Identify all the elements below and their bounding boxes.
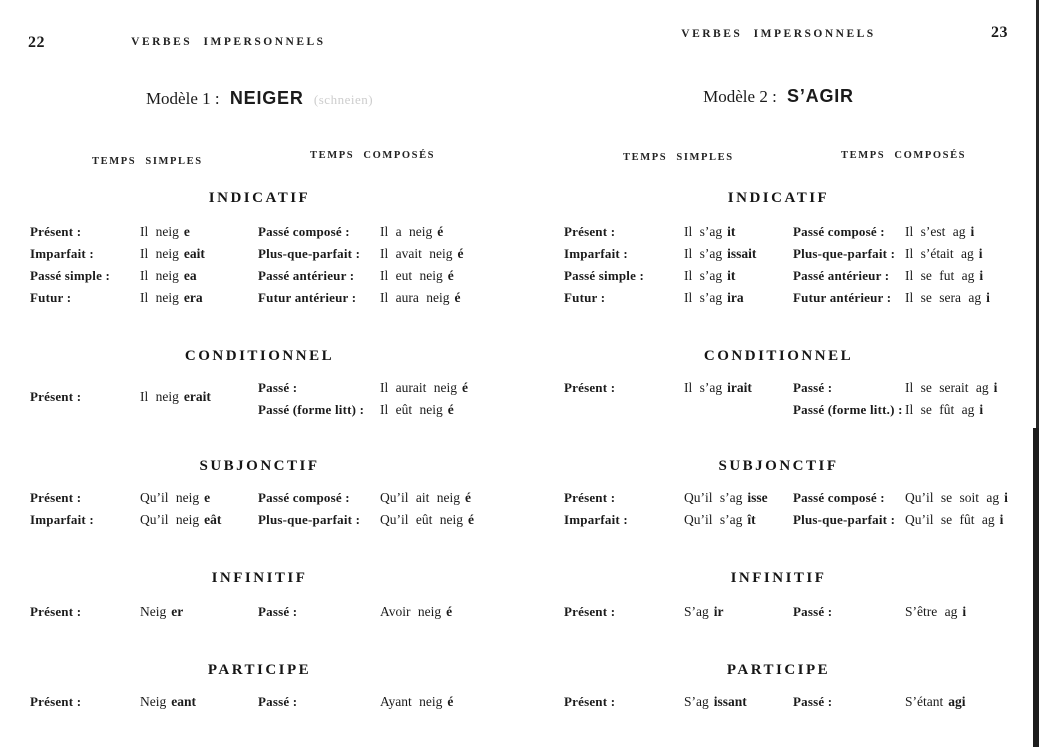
simple-rows — [30, 221, 230, 309]
verb-stem: Il aura neig — [380, 290, 450, 305]
simple-rows — [564, 221, 757, 309]
tense-label: Plus-que-parfait : — [258, 246, 361, 261]
tense-label: Imparfait : — [30, 512, 94, 527]
indicatif-compose-column — [749, 221, 1038, 309]
verb-form — [380, 246, 463, 261]
conjugation-row — [30, 691, 230, 713]
conditionnel-compose-column — [749, 377, 1038, 421]
section-body-indicatif — [0, 221, 519, 309]
conjugation-row — [564, 691, 749, 713]
verb-ending: i — [979, 402, 984, 417]
conditionnel-simple-column — [519, 377, 752, 421]
verb-ending: é — [446, 604, 453, 619]
left-page — [0, 0, 519, 747]
tense-label: Passé composé : — [258, 490, 350, 505]
verb-stem: Il eut neig — [380, 268, 443, 283]
page-number: 22 — [28, 34, 45, 51]
tense-label: Plus-que-parfait : — [793, 246, 896, 261]
tense-label: Futur : — [30, 290, 72, 305]
section-conditionnel — [0, 347, 519, 421]
verb-ending: erait — [183, 389, 211, 404]
simple-rows — [30, 487, 230, 531]
verb-form — [140, 389, 211, 404]
tense-label: Imparfait : — [564, 512, 628, 527]
tense-label: Présent : — [30, 694, 82, 709]
conjugation-sections — [519, 183, 1038, 713]
verb-stem: Il s’était ag — [905, 246, 974, 261]
verb-ending: isse — [747, 490, 768, 505]
verb-form — [905, 490, 1008, 505]
subjonctif-compose-column — [230, 487, 519, 531]
running-head: VERBES IMPERSONNELS — [131, 36, 326, 48]
conjugation-row — [564, 221, 749, 243]
conjugation-row — [258, 509, 519, 531]
verb-stem: Qu’il neig — [140, 490, 200, 505]
conjugation-row — [30, 287, 230, 309]
section-body-conditionnel — [0, 377, 519, 421]
verb-stem: Il a neig — [380, 224, 433, 239]
verb-stem: Il neig — [140, 290, 179, 305]
compose-rows — [258, 691, 519, 713]
indicatif-simple-column — [0, 221, 230, 309]
tense-label: Présent : — [30, 604, 82, 619]
verb-stem: Neig — [140, 694, 167, 709]
section-body-infinitif — [519, 601, 1038, 623]
conjugation-row — [30, 386, 230, 408]
verb-ending: ît — [747, 512, 756, 527]
verb-form — [905, 694, 966, 709]
compose-rows — [793, 487, 1038, 531]
verb-ending: issant — [713, 694, 747, 709]
verb-ending: i — [993, 380, 998, 395]
simple-rows — [564, 691, 749, 713]
conjugation-row — [793, 377, 1038, 399]
verb-name: NEIGER — [229, 88, 304, 108]
conjugation-row — [793, 399, 1038, 421]
verb-form — [684, 512, 756, 527]
verb-form — [905, 290, 990, 305]
verb-form — [380, 490, 471, 505]
tense-label: Présent : — [564, 490, 616, 505]
model-title — [0, 88, 519, 109]
conjugation-row — [258, 265, 519, 287]
right-page — [519, 0, 1038, 747]
verb-form — [684, 290, 744, 305]
verb-stem: Qu’il se soit ag — [905, 490, 1000, 505]
verb-stem: Il avait neig — [380, 246, 453, 261]
verb-ending: é — [447, 268, 454, 283]
compose-rows — [793, 377, 1038, 421]
section-title-infinitif: INFINITIF — [730, 570, 827, 586]
verb-ending: i — [962, 604, 967, 619]
col-header-temps-composes: TEMPS COMPOSÉS — [841, 150, 967, 161]
verb-ending: eait — [183, 246, 205, 261]
conjugation-row — [793, 509, 1038, 531]
section-indicatif — [0, 189, 519, 309]
simple-rows — [564, 487, 768, 531]
compose-rows — [258, 487, 519, 531]
simple-rows — [30, 377, 230, 408]
tense-label: Présent : — [30, 389, 82, 404]
conjugation-row — [30, 265, 230, 287]
verb-stem: Ayant neig — [380, 694, 443, 709]
verb-ending: i — [1004, 490, 1008, 505]
compose-rows — [793, 601, 1038, 623]
verb-ending: i — [970, 224, 975, 239]
conjugation-row — [30, 221, 230, 243]
verb-ending: i — [986, 290, 990, 305]
verb-stem: S’être ag — [905, 604, 958, 619]
column-headers — [519, 150, 1038, 166]
verb-ending: é — [447, 402, 454, 417]
verb-form — [905, 512, 1003, 527]
verb-ending: é — [467, 512, 474, 527]
verb-stem: Il aurait neig — [380, 380, 457, 395]
section-body-infinitif — [0, 601, 519, 623]
tense-label: Passé : — [793, 380, 833, 395]
section-title-participe: PARTICIPE — [207, 662, 312, 678]
verb-form — [140, 268, 197, 283]
verb-ending: it — [727, 268, 736, 283]
subjonctif-simple-column — [519, 487, 768, 531]
conjugation-row — [564, 601, 749, 623]
tense-label: Passé (forme litt.) : — [793, 402, 903, 417]
verb-ending: i — [999, 512, 1004, 527]
conditionnel-compose-column — [230, 377, 519, 421]
tense-label: Passé antérieur : — [793, 268, 890, 283]
conjugation-row — [258, 287, 519, 309]
verb-ending: ea — [183, 268, 197, 283]
tense-label: Imparfait : — [30, 246, 94, 261]
verb-form — [684, 224, 735, 239]
verb-stem: Il s’ag — [684, 380, 723, 395]
verb-stem: Il neig — [140, 389, 179, 404]
verb-stem: Il neig — [140, 224, 179, 239]
section-title-subjonctif: SUBJONCTIF — [199, 458, 320, 474]
tense-label: Présent : — [30, 490, 82, 505]
verb-form — [684, 380, 752, 395]
conjugation-row — [564, 265, 749, 287]
verb-ending: ira — [727, 290, 744, 305]
section-participe — [0, 661, 519, 713]
conjugation-row — [564, 377, 752, 399]
conjugation-row — [793, 243, 1038, 265]
scan-edge-shadow — [1033, 428, 1039, 747]
simple-rows — [30, 691, 230, 713]
section-body-indicatif — [519, 221, 1038, 309]
verb-form — [380, 402, 454, 417]
verb-translation-note: (schneien) — [313, 92, 374, 107]
simple-rows — [564, 377, 752, 399]
verb-form — [905, 224, 974, 239]
section-title-infinitif: INFINITIF — [211, 570, 308, 586]
verb-ending: i — [979, 268, 984, 283]
section-body-conditionnel — [519, 377, 1038, 421]
tense-label: Passé composé : — [258, 224, 350, 239]
verb-name: S’AGIR — [787, 86, 854, 106]
verb-stem: Il se serait ag — [905, 380, 989, 395]
participe-compose-column — [230, 691, 519, 713]
verb-form — [380, 512, 474, 527]
verb-ending: é — [447, 694, 454, 709]
conjugation-row — [30, 601, 230, 623]
verb-ending: eant — [171, 694, 196, 709]
verb-form — [905, 246, 983, 261]
conjugation-row — [258, 399, 519, 421]
conjugation-row — [30, 509, 230, 531]
verb-stem: S’ag — [684, 694, 709, 709]
conjugation-row — [30, 487, 230, 509]
tense-label: Passé composé : — [793, 490, 885, 505]
participe-simple-column — [519, 691, 749, 713]
conjugation-sections — [0, 183, 519, 713]
conjugation-row — [564, 509, 756, 531]
conjugation-row — [258, 377, 519, 399]
tense-label: Futur antérieur : — [258, 290, 357, 305]
verb-ending: é — [461, 380, 468, 395]
verb-stem: Il eût neig — [380, 402, 443, 417]
conjugation-row — [30, 243, 230, 265]
section-participe — [519, 661, 1038, 713]
conjugation-row — [564, 243, 757, 265]
compose-rows — [258, 601, 519, 623]
verb-ending: eât — [204, 512, 222, 527]
tense-label: Passé : — [793, 694, 833, 709]
section-body-subjonctif — [519, 487, 1038, 531]
verb-form — [905, 268, 983, 283]
verb-ending: é — [457, 246, 464, 261]
verb-form — [905, 604, 966, 619]
simple-rows — [564, 601, 749, 623]
verb-ending: era — [183, 290, 203, 305]
verb-stem: Neig — [140, 604, 167, 619]
tense-label: Plus-que-parfait : — [258, 512, 361, 527]
conjugation-row — [793, 487, 1038, 509]
tense-label: Imparfait : — [564, 246, 628, 261]
verb-form — [684, 268, 735, 283]
tense-label: Passé (forme litt) : — [258, 402, 365, 417]
section-indicatif — [519, 189, 1038, 309]
verb-form — [380, 380, 468, 395]
conjugation-row — [258, 221, 519, 243]
col-header-temps-simples: TEMPS SIMPLES — [92, 156, 203, 167]
tense-label: Passé : — [258, 604, 298, 619]
participe-simple-column — [0, 691, 230, 713]
indicatif-compose-column — [230, 221, 519, 309]
conjugation-row — [793, 691, 1038, 713]
verb-form — [140, 604, 183, 619]
conjugation-row — [793, 265, 1038, 287]
verb-stem: Il s’ag — [684, 290, 723, 305]
verb-stem: Qu’il ait neig — [380, 490, 460, 505]
conjugation-row — [258, 487, 519, 509]
verb-ending: irait — [727, 380, 752, 395]
verb-ending: é — [454, 290, 461, 305]
compose-rows — [793, 221, 1038, 309]
verb-ending: er — [171, 604, 184, 619]
verb-form — [684, 604, 724, 619]
compose-rows — [793, 691, 1038, 713]
verb-ending: e — [183, 224, 190, 239]
tense-label: Présent : — [564, 224, 616, 239]
conjugation-row — [564, 287, 749, 309]
conjugation-row — [793, 221, 1038, 243]
section-title-conditionnel: CONDITIONNEL — [184, 348, 335, 364]
model-label: Modèle 1 : — [145, 89, 220, 108]
verb-stem: Avoir neig — [380, 604, 442, 619]
section-title-indicatif: INDICATIF — [208, 190, 311, 206]
verb-form — [140, 694, 196, 709]
section-subjonctif — [519, 457, 1038, 531]
section-body-subjonctif — [0, 487, 519, 531]
col-header-temps-simples: TEMPS SIMPLES — [623, 152, 734, 163]
verb-ending: issait — [727, 246, 757, 261]
verb-ending: e — [204, 490, 211, 505]
verb-ending: é — [437, 224, 444, 239]
verb-stem: Qu’il eût neig — [380, 512, 463, 527]
subjonctif-simple-column — [0, 487, 230, 531]
conjugation-row — [793, 601, 1038, 623]
model-label: Modèle 2 : — [703, 87, 777, 106]
verb-form — [140, 290, 203, 305]
participe-compose-column — [749, 691, 1038, 713]
tense-label: Présent : — [564, 380, 616, 395]
verb-form — [140, 490, 210, 505]
tense-label: Futur antérieur : — [793, 290, 892, 305]
tense-label: Présent : — [564, 604, 616, 619]
verb-stem: Il s’ag — [684, 268, 723, 283]
column-headers — [0, 150, 519, 166]
verb-ending: ir — [713, 604, 724, 619]
verb-ending: i — [978, 246, 983, 261]
verb-stem: Il se fût ag — [905, 402, 975, 417]
verb-stem: Il se fut ag — [905, 268, 975, 283]
verb-stem: S’étant — [905, 694, 944, 709]
infinitif-simple-column — [0, 601, 230, 623]
verb-ending: é — [464, 490, 471, 505]
page-number: 23 — [991, 24, 1008, 41]
infinitif-compose-column — [749, 601, 1038, 623]
verb-form — [684, 694, 747, 709]
verb-form — [380, 224, 443, 239]
conditionnel-simple-column — [0, 377, 230, 421]
verb-ending: agi — [948, 694, 966, 709]
section-title-participe: PARTICIPE — [726, 662, 831, 678]
running-head: VERBES IMPERSONNELS — [681, 28, 876, 40]
tense-label: Passé simple : — [564, 268, 645, 283]
section-title-indicatif: INDICATIF — [727, 190, 830, 206]
section-subjonctif — [0, 457, 519, 531]
verb-form — [380, 694, 453, 709]
infinitif-compose-column — [230, 601, 519, 623]
verb-stem: Qu’il se fût ag — [905, 512, 995, 527]
verb-form — [140, 512, 221, 527]
verb-form — [140, 246, 205, 261]
tense-label: Présent : — [30, 224, 82, 239]
verb-form — [905, 402, 983, 417]
section-infinitif — [0, 569, 519, 623]
section-conditionnel — [519, 347, 1038, 421]
tense-label: Passé : — [258, 380, 298, 395]
conjugation-row — [258, 243, 519, 265]
verb-stem: Il s’est ag — [905, 224, 966, 239]
tense-label: Passé : — [258, 694, 298, 709]
tense-label: Passé composé : — [793, 224, 885, 239]
conjugation-row — [258, 601, 519, 623]
tense-label: Présent : — [564, 694, 616, 709]
verb-stem: Qu’il s’ag — [684, 490, 743, 505]
model-title — [519, 86, 1038, 107]
conjugation-row — [564, 487, 768, 509]
verb-form — [905, 380, 997, 395]
section-title-subjonctif: SUBJONCTIF — [718, 458, 839, 474]
col-header-temps-composes: TEMPS COMPOSÉS — [310, 150, 436, 161]
conjugation-row — [793, 287, 1038, 309]
section-body-participe — [519, 691, 1038, 713]
verb-form — [140, 224, 190, 239]
tense-label: Passé antérieur : — [258, 268, 355, 283]
subjonctif-compose-column — [749, 487, 1038, 531]
section-title-conditionnel: CONDITIONNEL — [703, 348, 854, 364]
section-body-participe — [0, 691, 519, 713]
verb-form — [380, 604, 452, 619]
tense-label: Plus-que-parfait : — [793, 512, 896, 527]
verb-form — [380, 268, 454, 283]
conjugation-row — [258, 691, 519, 713]
tense-label: Futur : — [564, 290, 606, 305]
compose-rows — [258, 221, 519, 309]
tense-label: Passé simple : — [30, 268, 111, 283]
infinitif-simple-column — [519, 601, 749, 623]
verb-stem: Qu’il s’ag — [684, 512, 743, 527]
section-infinitif — [519, 569, 1038, 623]
indicatif-simple-column — [519, 221, 757, 309]
verb-ending: it — [727, 224, 736, 239]
verb-stem: Il neig — [140, 246, 179, 261]
verb-form — [684, 246, 756, 261]
verb-stem: Il s’ag — [684, 224, 723, 239]
verb-stem: Il s’ag — [684, 246, 723, 261]
verb-stem: Il neig — [140, 268, 179, 283]
verb-stem: S’ag — [684, 604, 709, 619]
verb-form — [380, 290, 460, 305]
tense-label: Passé : — [793, 604, 833, 619]
simple-rows — [30, 601, 230, 623]
verb-stem: Il se sera ag — [905, 290, 982, 305]
compose-rows — [258, 377, 519, 421]
verb-stem: Qu’il neig — [140, 512, 200, 527]
